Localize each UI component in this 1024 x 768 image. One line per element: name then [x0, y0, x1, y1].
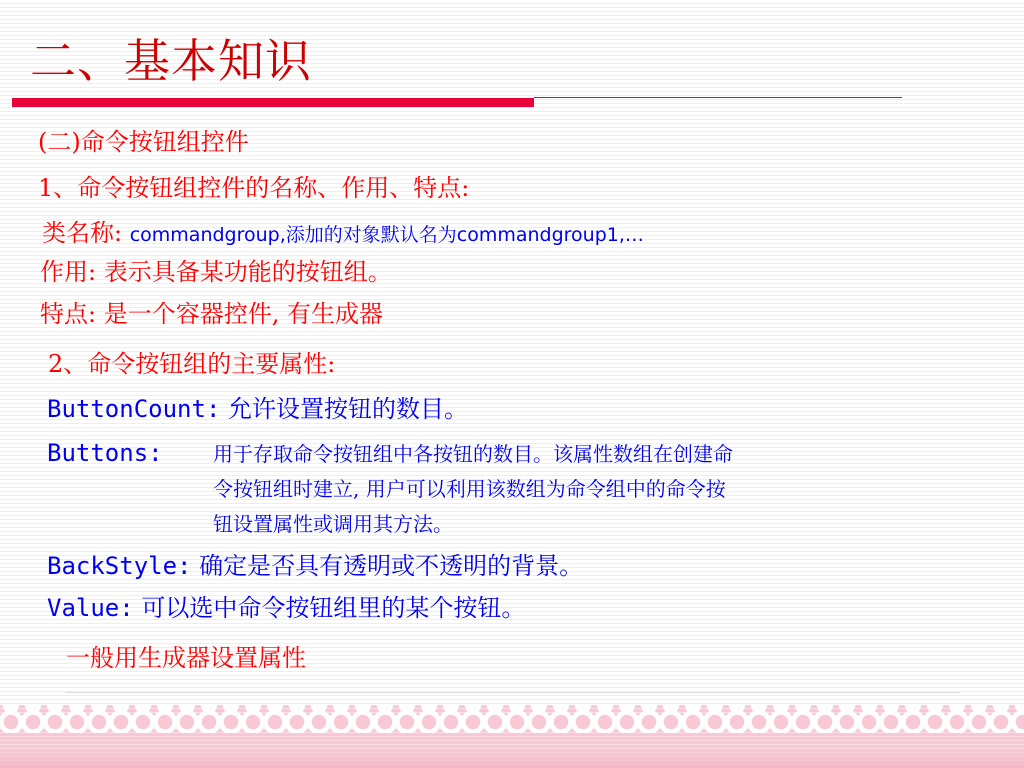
title-underline-bar	[12, 98, 534, 107]
feature-line: 特点: 是一个容器控件, 有生成器	[40, 300, 383, 328]
slide-title: 二、基本知识	[30, 34, 312, 88]
purpose-line: 作用: 表示具备某功能的按钮组。	[40, 258, 392, 286]
prop-buttons	[47, 437, 163, 469]
prop-buttoncount	[47, 393, 468, 425]
prop-buttoncount-desc: 允许设置按钮的数目。	[220, 395, 469, 423]
prop-value-name: Value:	[47, 594, 134, 622]
prop-backstyle	[47, 550, 583, 582]
note-line: 一般用生成器设置属性	[66, 644, 306, 672]
prop-buttons-desc-3: 钮设置属性或调用其方法。	[213, 512, 453, 536]
class-name-value: commandgroup,添加的对象默认名为commandgroup1,…	[129, 224, 644, 246]
section-heading: (二)命令按钮组控件	[38, 128, 249, 156]
prop-buttons-desc-2: 令按钮组时建立, 用户可以利用该数组为命令组中的命令按	[213, 477, 726, 501]
decorative-footer-band	[0, 705, 1024, 768]
bottom-divider	[65, 692, 960, 693]
prop-backstyle-desc: 确定是否具有透明或不透明的背景。	[191, 552, 584, 580]
prop-buttons-name: Buttons:	[47, 439, 163, 467]
prop-value	[47, 592, 525, 624]
prop-buttons-desc-1: 用于存取命令按钮组中各按钮的数目。该属性数组在创建命	[213, 442, 733, 466]
subheading-1: 1、命令按钮组控件的名称、作用、特点:	[38, 174, 470, 202]
prop-buttoncount-name: ButtonCount:	[47, 395, 221, 423]
class-name-line	[42, 217, 644, 251]
prop-backstyle-name: BackStyle:	[47, 552, 192, 580]
class-name-label: 类名称:	[42, 219, 130, 247]
title-underline-line	[534, 97, 902, 98]
prop-value-desc: 可以选中命令按钮组里的某个按钮。	[133, 594, 526, 622]
subheading-2: 2、命令按钮组的主要属性:	[48, 350, 336, 378]
